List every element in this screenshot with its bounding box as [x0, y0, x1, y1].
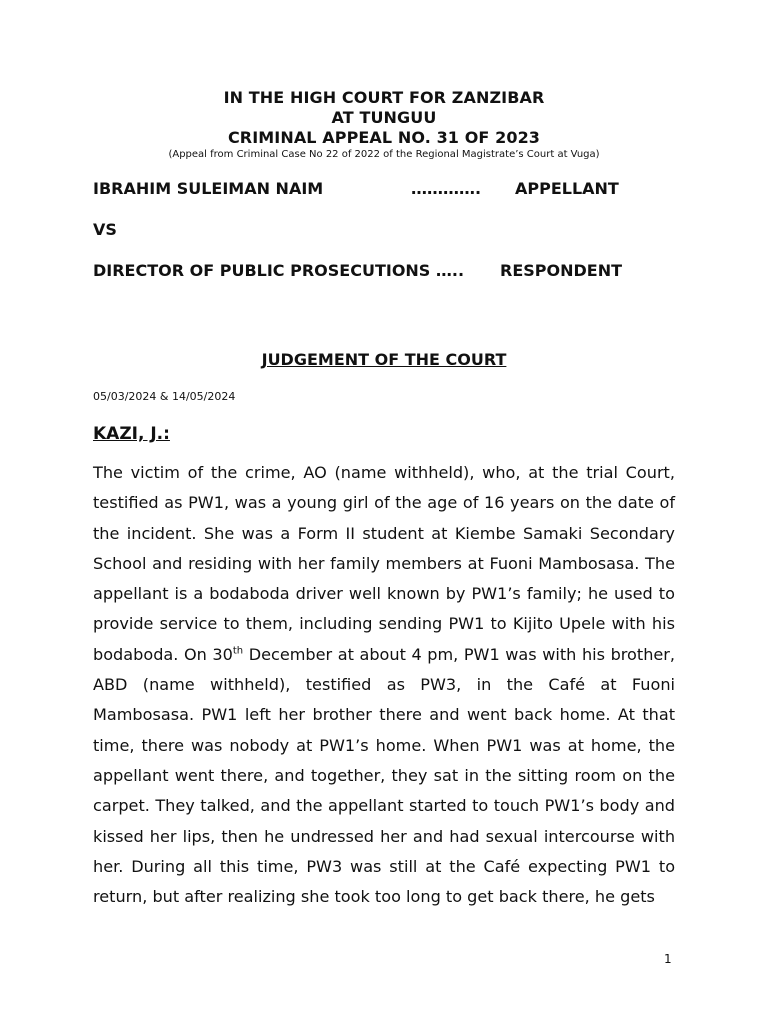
- appeal-origin: (Appeal from Criminal Case No 22 of 2022 of the Regional Magistrate’s Court at Vuga): [168, 149, 600, 160]
- body-line: [93, 488, 675, 518]
- page-number: 1: [664, 952, 672, 966]
- judgement-body: [93, 458, 675, 912]
- body-line: [93, 791, 675, 821]
- body-line: [93, 519, 675, 549]
- body-line: [93, 761, 675, 791]
- body-line-text: appellant went there, and together, they sat in the sitting room on the: [93, 765, 675, 785]
- body-line-text: provide service to them, including sending PW1 to Kijito Upele with his: [93, 614, 675, 634]
- body-line-text: ABD (name withheld), testified as PW3, in the Café at Fuoni: [93, 675, 676, 695]
- body-line: [93, 700, 675, 730]
- body-line: [93, 609, 675, 639]
- judge-name: KAZI, J.:: [93, 424, 170, 444]
- body-line: [93, 670, 675, 700]
- ordinal-superscript: th: [232, 645, 244, 657]
- respondent-role: RESPONDENT: [500, 261, 623, 280]
- body-line-text-before-sup: bodaboda. On 30: [93, 644, 233, 664]
- case-heading: [0, 88, 768, 161]
- body-line: [93, 640, 675, 670]
- body-line-text-after-sup: December at about 4 pm, PW1 was with his brother,: [243, 644, 676, 664]
- hearing-dates: 05/03/2024 & 14/05/2024: [93, 390, 236, 403]
- body-line: [93, 579, 675, 609]
- body-line-text: The victim of the crime, AO (name withheld), who, at the trial Court,: [93, 463, 675, 482]
- body-line: [93, 822, 675, 852]
- body-line-text: School and residing with her family members at Fuoni Mambosasa. The: [93, 553, 675, 573]
- body-line-text: time, there was nobody at PW1’s home. When PW1 was at home, the: [93, 735, 675, 755]
- body-line: [93, 458, 675, 488]
- body-line-text: her. During all this time, PW3 was still at the Café expecting PW1 to: [93, 856, 676, 876]
- body-line-text: kissed her lips, then he undressed her and had sexual intercourse with: [93, 826, 676, 846]
- judgement-title: JUDGEMENT OF THE COURT: [261, 350, 507, 369]
- court-location: AT TUNGUU: [331, 108, 437, 127]
- body-line-text: testified as PW1, was a young girl of the age of 16 years on the date of: [93, 493, 676, 513]
- body-line: [93, 852, 675, 882]
- body-line-text: return, but after realizing she took too long to get back there, he gets: [93, 887, 655, 907]
- versus-label: VS: [93, 220, 117, 239]
- body-line-text: appellant is a bodaboda driver well known by PW1’s family; he used to: [93, 584, 675, 604]
- body-line-text: Mambosasa. PW1 left her brother there and went back home. At that: [93, 705, 676, 725]
- body-line: [93, 731, 675, 761]
- appellant-role: APPELLANT: [515, 179, 619, 198]
- case-number: CRIMINAL APPEAL NO. 31 OF 2023: [227, 128, 541, 147]
- body-line: [93, 549, 675, 579]
- court-name: IN THE HIGH COURT FOR ZANZIBAR: [223, 88, 545, 107]
- respondent-name: DIRECTOR OF PUBLIC PROSECUTIONS …..: [93, 261, 465, 280]
- appellant-name: IBRAHIM SULEIMAN NAIM: [93, 179, 324, 198]
- appellant-dots: ………….: [411, 179, 482, 198]
- body-line: [93, 882, 675, 912]
- body-line-text: carpet. They talked, and the appellant started to touch PW1’s body and: [93, 796, 675, 816]
- body-line-text: the incident. She was a Form II student at Kiembe Samaki Secondary: [93, 523, 675, 543]
